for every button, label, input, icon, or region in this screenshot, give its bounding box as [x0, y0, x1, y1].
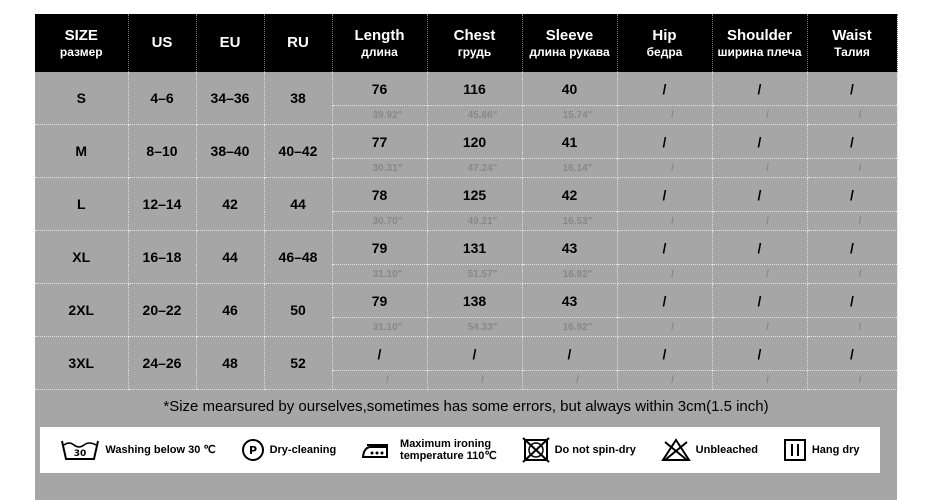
header-shoulder: Shoulder ширина плеча: [712, 14, 807, 72]
table-row: [35, 125, 897, 159]
chest-cm-cell: /: [427, 337, 522, 371]
us-cell: 20–22: [128, 284, 196, 337]
waist-inch-cell: /: [807, 106, 897, 125]
header-ru: RU: [264, 14, 332, 72]
shoulder-inch-cell: /: [712, 318, 807, 337]
ru-cell: 50: [264, 284, 332, 337]
waist-cm-cell: /: [807, 231, 897, 265]
length-inch-cell: 30.70": [332, 212, 427, 231]
length-inch-cell: /: [332, 371, 427, 390]
header-sleeve: Sleeve длина рукава: [522, 14, 617, 72]
care-item-dry-cleaning: [241, 438, 337, 462]
length-cm-cell: /: [332, 337, 427, 371]
svg-text:30: 30: [74, 449, 87, 459]
table-row: [35, 337, 897, 371]
length-cm-cell: 78: [332, 178, 427, 212]
hip-cm-cell: /: [617, 125, 712, 159]
chest-cm-cell: 120: [427, 125, 522, 159]
care-item-iron: [361, 438, 497, 462]
eu-cell: 46: [196, 284, 264, 337]
waist-inch-cell: /: [807, 265, 897, 284]
hang-dry-icon: [783, 438, 807, 462]
hip-inch-cell: /: [617, 371, 712, 390]
waist-cm-cell: /: [807, 337, 897, 371]
eu-cell: 42: [196, 178, 264, 231]
hip-inch-cell: /: [617, 106, 712, 125]
waist-inch-cell: /: [807, 159, 897, 178]
size-cell: L: [35, 178, 128, 231]
chest-inch-cell: 49.21": [427, 212, 522, 231]
shoulder-inch-cell: /: [712, 265, 807, 284]
hip-inch-cell: /: [617, 318, 712, 337]
header-us: US: [128, 14, 196, 72]
length-inch-cell: 31.10": [332, 318, 427, 337]
care-instructions: [40, 427, 880, 473]
table-row: [35, 284, 897, 318]
length-inch-cell: 30.31": [332, 159, 427, 178]
length-cm-cell: 77: [332, 125, 427, 159]
header-size: SIZE размер: [35, 14, 128, 72]
sleeve-cm-cell: /: [522, 337, 617, 371]
shoulder-cm-cell: /: [712, 72, 807, 106]
size-cell: XL: [35, 231, 128, 284]
us-cell: 24–26: [128, 337, 196, 390]
shoulder-inch-cell: /: [712, 212, 807, 231]
size-chart: [35, 14, 897, 500]
sleeve-inch-cell: 16.92": [522, 265, 617, 284]
sleeve-inch-cell: /: [522, 371, 617, 390]
iron-icon: [361, 439, 395, 461]
shoulder-inch-cell: /: [712, 371, 807, 390]
sleeve-cm-cell: 41: [522, 125, 617, 159]
shoulder-inch-cell: /: [712, 106, 807, 125]
care-item-no-spin-dry: [522, 437, 636, 463]
waist-cm-cell: /: [807, 72, 897, 106]
hip-cm-cell: /: [617, 72, 712, 106]
care-label-no-spin-dry: Do not spin-dry: [554, 444, 636, 456]
care-label-wash: Washing below 30 ℃: [105, 444, 216, 456]
shoulder-cm-cell: /: [712, 284, 807, 318]
care-item-hang-dry: [783, 438, 860, 462]
waist-inch-cell: /: [807, 212, 897, 231]
header-length: Length длина: [332, 14, 427, 72]
table-row: [35, 178, 897, 212]
waist-cm-cell: /: [807, 125, 897, 159]
us-cell: 16–18: [128, 231, 196, 284]
shoulder-cm-cell: /: [712, 231, 807, 265]
sleeve-inch-cell: 16.53": [522, 212, 617, 231]
ru-cell: 40–42: [264, 125, 332, 178]
waist-cm-cell: /: [807, 178, 897, 212]
chest-inch-cell: 54.33": [427, 318, 522, 337]
sleeve-cm-cell: 42: [522, 178, 617, 212]
measurement-note: *Size mearsured by ourselves,sometimes has some errors, but always within 3cm(1.5 inch): [163, 398, 769, 415]
chest-cm-cell: 138: [427, 284, 522, 318]
waist-cm-cell: /: [807, 284, 897, 318]
shoulder-cm-cell: /: [712, 337, 807, 371]
sleeve-inch-cell: 16.92": [522, 318, 617, 337]
size-cell: S: [35, 72, 128, 125]
length-cm-cell: 79: [332, 231, 427, 265]
table-row: [35, 72, 897, 106]
header-eu: EU: [196, 14, 264, 72]
hip-cm-cell: /: [617, 284, 712, 318]
care-label-iron: Maximum ironing temperature 110℃: [400, 438, 497, 462]
eu-cell: 48: [196, 337, 264, 390]
size-cell: M: [35, 125, 128, 178]
ru-cell: 38: [264, 72, 332, 125]
chest-cm-cell: 116: [427, 72, 522, 106]
size-cell: 3XL: [35, 337, 128, 390]
size-cell: 2XL: [35, 284, 128, 337]
length-cm-cell: 76: [332, 72, 427, 106]
header-waist: Waist Талия: [807, 14, 897, 72]
dry-cleaning-icon: [241, 438, 265, 462]
eu-cell: 34–36: [196, 72, 264, 125]
hip-inch-cell: /: [617, 265, 712, 284]
ru-cell: 44: [264, 178, 332, 231]
us-cell: 4–6: [128, 72, 196, 125]
waist-inch-cell: /: [807, 318, 897, 337]
chest-inch-cell: 45.66": [427, 106, 522, 125]
waist-inch-cell: /: [807, 371, 897, 390]
shoulder-inch-cell: /: [712, 159, 807, 178]
chest-cm-cell: 125: [427, 178, 522, 212]
care-label-dry-cleaning: Dry-cleaning: [269, 444, 337, 456]
hip-inch-cell: /: [617, 159, 712, 178]
sleeve-inch-cell: 15.74": [522, 106, 617, 125]
chest-inch-cell: 51.57": [427, 265, 522, 284]
us-cell: 8–10: [128, 125, 196, 178]
chest-cm-cell: 131: [427, 231, 522, 265]
eu-cell: 44: [196, 231, 264, 284]
care-label-hang-dry: Hang dry: [811, 444, 860, 456]
ru-cell: 52: [264, 337, 332, 390]
table-row: [35, 231, 897, 265]
hip-cm-cell: /: [617, 337, 712, 371]
hip-inch-cell: /: [617, 212, 712, 231]
no-spin-dry-icon: [522, 437, 550, 463]
svg-text:P: P: [248, 444, 257, 457]
length-cm-cell: 79: [332, 284, 427, 318]
wash-30-icon: [60, 437, 100, 463]
eu-cell: 38–40: [196, 125, 264, 178]
length-inch-cell: 31.10": [332, 265, 427, 284]
header-chest: Chest грудь: [427, 14, 522, 72]
ru-cell: 46–48: [264, 231, 332, 284]
header-row: [35, 14, 897, 72]
care-item-unbleached: [661, 438, 758, 462]
us-cell: 12–14: [128, 178, 196, 231]
hip-cm-cell: /: [617, 178, 712, 212]
chest-inch-cell: /: [427, 371, 522, 390]
size-table: [35, 14, 898, 390]
sleeve-cm-cell: 43: [522, 231, 617, 265]
header-hip: Hip бедра: [617, 14, 712, 72]
length-inch-cell: 39.92": [332, 106, 427, 125]
chest-inch-cell: 47.24": [427, 159, 522, 178]
unbleached-icon: [661, 438, 691, 462]
shoulder-cm-cell: /: [712, 178, 807, 212]
hip-cm-cell: /: [617, 231, 712, 265]
shoulder-cm-cell: /: [712, 125, 807, 159]
sleeve-cm-cell: 43: [522, 284, 617, 318]
sleeve-cm-cell: 40: [522, 72, 617, 106]
care-label-unbleached: Unbleached: [695, 444, 759, 456]
sleeve-inch-cell: 16.14": [522, 159, 617, 178]
care-item-wash: [60, 437, 215, 463]
